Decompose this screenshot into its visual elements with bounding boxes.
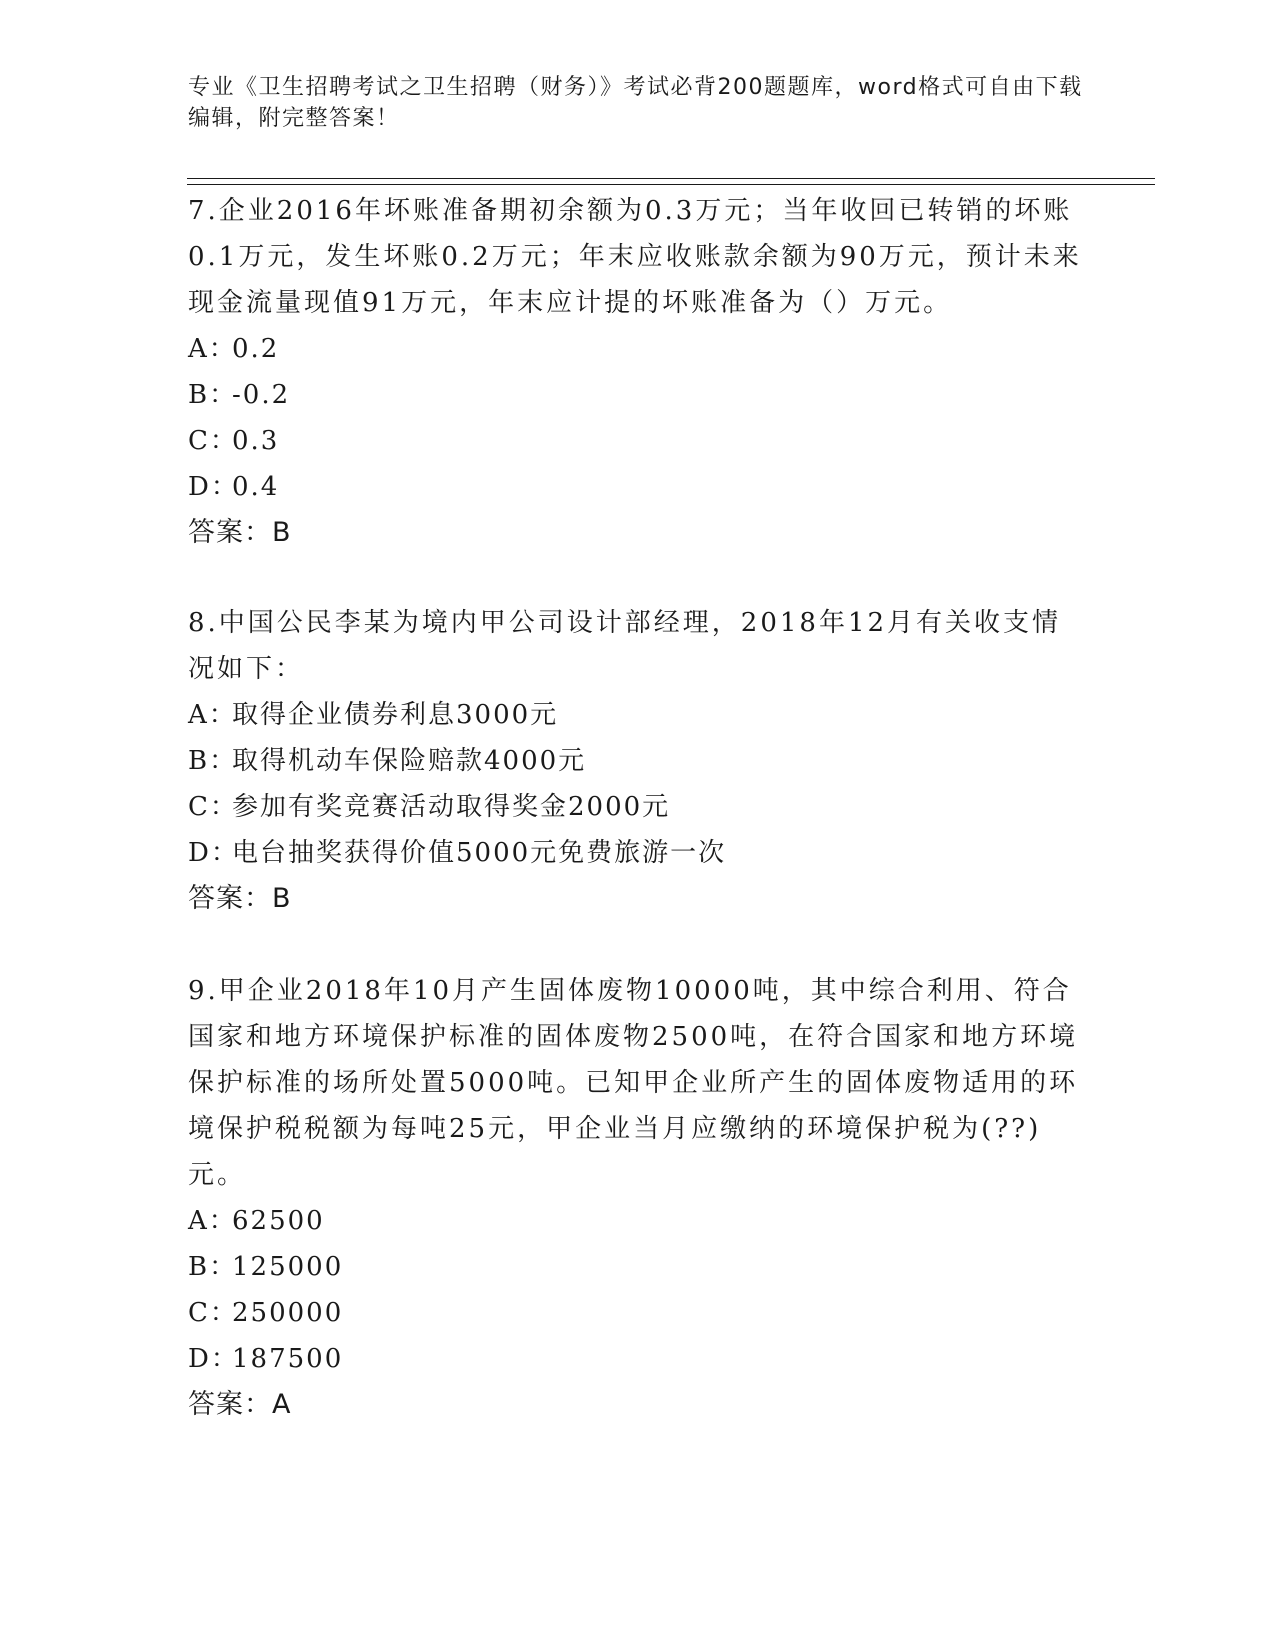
option-key: B： [188, 1252, 238, 1282]
option-c [188, 418, 1088, 464]
header-divider-top [187, 178, 1155, 179]
answer-line: 答案：B [188, 883, 292, 914]
option-text: 电台抽奖获得价值5000元免费旅游一次 [232, 838, 727, 868]
question-stem: 9.甲企业2018年10月产生固体废物10000吨，其中综合利用、符合国家和地方环境保护标准的固体废物2500吨，在符合国家和地方环境保护标准的场所处置5000吨。已知甲企业所产生的固体废物适用的环境保护税税额为每吨25元，甲企业当月应缴纳的环境保护税为(??)元。 [188, 976, 1079, 1190]
option-text: 0.3 [232, 426, 280, 456]
option-key: A： [188, 700, 237, 730]
header-divider-bottom [187, 184, 1155, 185]
option-d [188, 1336, 1088, 1382]
option-b [188, 1244, 1088, 1290]
option-key: C： [188, 792, 238, 822]
option-c [188, 784, 1088, 830]
option-key: C： [188, 426, 238, 456]
option-key: D： [188, 472, 239, 502]
option-text: 125000 [232, 1252, 344, 1282]
option-text: 参加有奖竞赛活动取得奖金2000元 [232, 792, 671, 822]
option-key: A： [188, 1206, 237, 1236]
option-key: D： [188, 838, 239, 868]
option-text: 0.2 [232, 334, 280, 364]
option-text: -0.2 [232, 380, 291, 410]
question-stem: 8.中国公民李某为境内甲公司设计部经理，2018年12月有关收支情况如下： [188, 608, 1062, 684]
option-text: 取得企业债券利息3000元 [232, 700, 559, 730]
option-text: 187500 [232, 1344, 344, 1374]
document-header: 专业《卫生招聘考试之卫生招聘（财务）》考试必背200题题库，word格式可自由下载编辑，附完整答案！ [188, 75, 1083, 131]
answer-line: 答案：B [188, 517, 292, 548]
question-block [188, 188, 1088, 556]
option-key: B： [188, 746, 238, 776]
option-a [188, 326, 1088, 372]
option-a [188, 1198, 1088, 1244]
option-c [188, 1290, 1088, 1336]
option-d [188, 464, 1088, 510]
question-stem: 7.企业2016年坏账准备期初余额为0.3万元；当年收回已转销的坏账0.1万元，发生坏账0.2万元；年末应收账款余额为90万元，预计未来现金流量现值91万元，年末应计提的坏账准备为（）万元。 [188, 196, 1082, 318]
question-block [188, 968, 1088, 1428]
question-block [188, 600, 1088, 922]
option-key: C： [188, 1298, 238, 1328]
option-text: 62500 [232, 1206, 325, 1236]
option-text: 0.4 [232, 472, 280, 502]
option-text: 取得机动车保险赔款4000元 [232, 746, 587, 776]
answer-line: 答案：A [188, 1389, 292, 1420]
option-key: D： [188, 1344, 239, 1374]
option-a [188, 692, 1088, 738]
option-text: 250000 [232, 1298, 344, 1328]
option-key: A： [188, 334, 237, 364]
option-b [188, 738, 1088, 784]
option-b [188, 372, 1088, 418]
option-key: B： [188, 380, 238, 410]
option-d [188, 830, 1088, 876]
